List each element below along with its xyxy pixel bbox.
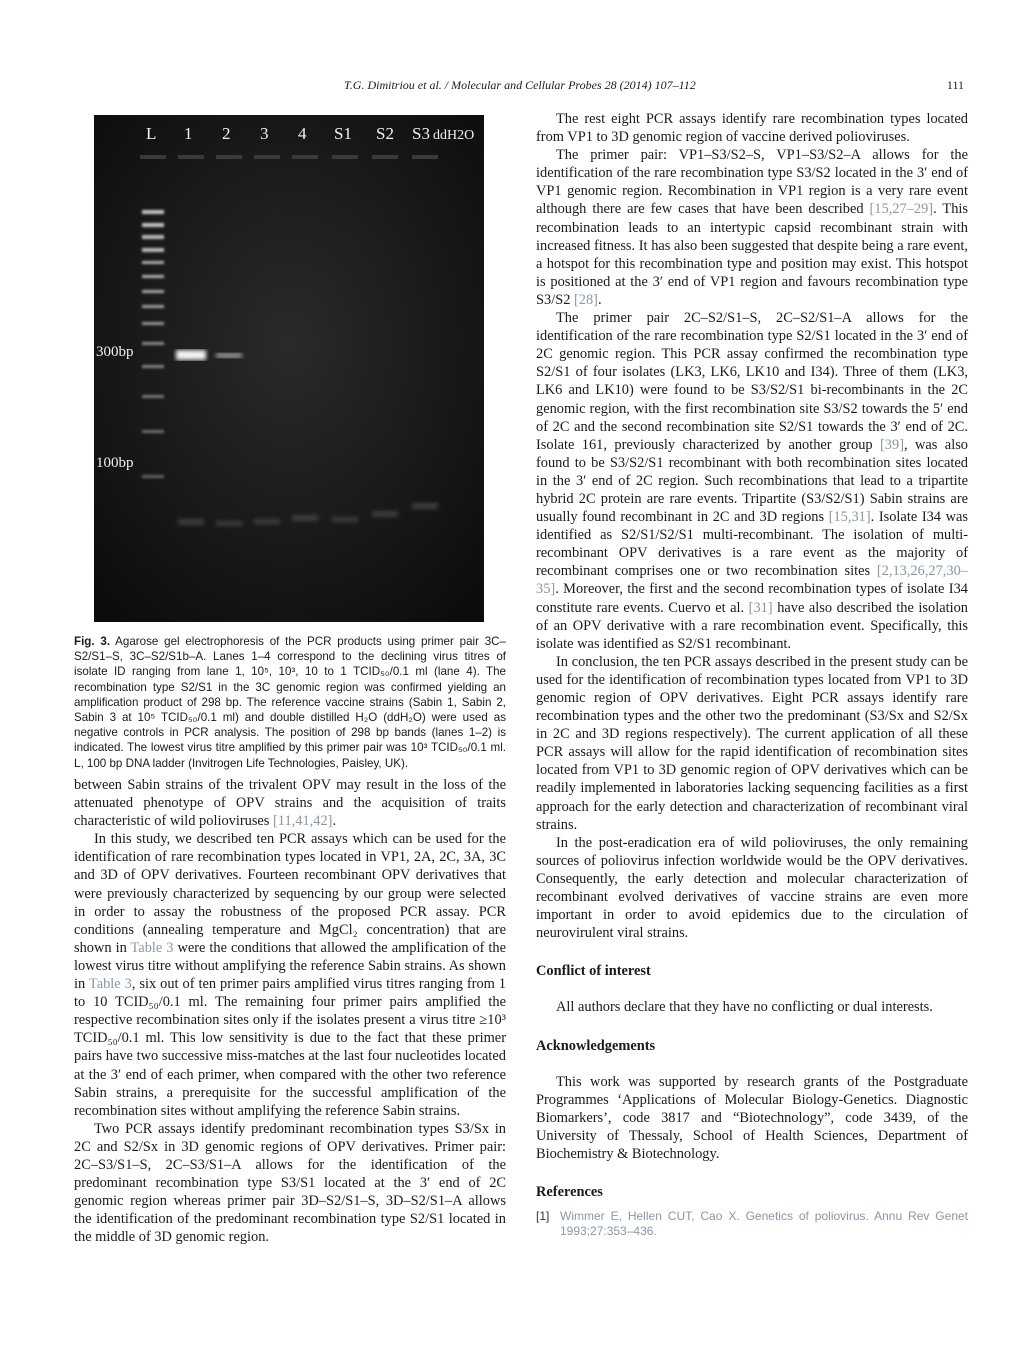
text-run: . Moreover, the first and the second recombination types of isolate I34 constitute rare events. Cuervo et al. — [536, 581, 968, 616]
text-run: were the conditions that allowed the amplification of the lowest virus titre without amplifying the reference Sabin strains. As shown in — [74, 939, 506, 993]
paragraph — [536, 309, 968, 653]
lane-label-S3: S3 — [412, 124, 430, 143]
running-title: T.G. Dimitriou et al. / Molecular and Cellular Probes 28 (2014) 107–112 — [344, 78, 696, 92]
marker-300bp: 300bp — [96, 344, 134, 360]
reference-item — [536, 1209, 968, 1239]
text-run: The primer pair: VP1–S3/S2–S, VP1–S3/S2–A allows for the identification of the rare recombination type S3/S2 located in the 3′ end of VP1 genomic region. Recombination in VP1 region is a very rare event although there are few cases that have been described — [536, 147, 968, 218]
paragraph: Two PCR assays identify predominant recombination types S3/Sx in 2C and S2/Sx in 3D genomic regions of OPV derivatives. Primer pair: 2C–S3/S1–S, 2C–S3/S1–A allows for the identification of the predominant recombination type S3/S1 located at the 3′ end of 2C genomic region whereas primer pair 3D–S2/S1–S, 3D–S2/S1–A allows the identification of the predominant recombination type S2/S1 located in the middle of 3D genomic region. — [74, 1120, 506, 1246]
text-run: . — [332, 813, 337, 830]
citation-link[interactable]: [15,27–29] — [869, 201, 934, 218]
text-run: between Sabin strains of the trivalent OPV may result in the loss of the attenuated phenotype of OPV strains and the acquisition of traits characteristic of wild polioviruses — [74, 777, 506, 830]
running-header — [74, 78, 964, 98]
citation-link[interactable]: [28] — [574, 291, 598, 308]
section-heading-references: References — [536, 1184, 603, 1201]
paragraph: In the post-eradication era of wild polioviruses, the only remaining sources of poliovirus infection worldwide would be the OPV derivatives. Consequently, the early detection and molecular characterization of recombinant evolved derivatives of vaccine strains are even more important in order to avoid epidemics due to the circulation of neurovirulent viral strains. — [536, 834, 968, 942]
text-run: In this study, we described ten PCR assays which can be used for the identification of rare recombination types located in VP1, 2A, 2C, 3A, 3C and 3D of OPV derivatives. Fourteen recombinant OPV derivatives that were previously characterized by sequencing by our group were selected in order to assay the robustness of the proposed PCR assay. PCR conditions (annealing temperature and MgCl₂ concentration) that are shown in — [74, 831, 506, 956]
lane-label-2: 2 — [222, 124, 231, 143]
figure-label: Fig. 3. — [74, 635, 111, 648]
left-column — [74, 776, 506, 1246]
lane-label-S2: S2 — [376, 124, 394, 143]
text-run: , six out of ten primer pairs amplified virus titres ranging from 1 to 10 TCID₅₀/0.1 ml. The remaining four primer pairs amplified the respective recombination sites only if the isolates present a virus titre ≥10³ TCID₅₀/0.1 ml. This low sensitivity is due to the fact that these primer pairs have two successive miss-matches at the last four nucleotides located at the 3′ end of each primer, when compared with the other two reference Sabin strains, a prerequisite for the successful amplification of the recombination sites without amplifying the reference Sabin strains. — [74, 976, 506, 1119]
gel-image — [94, 115, 484, 622]
lane-label-1: 1 — [184, 124, 193, 143]
band-lane-1 — [176, 350, 206, 360]
lane-label-L: L — [146, 124, 157, 143]
section-heading-acknowledgements: Acknowledgements — [536, 1037, 656, 1054]
lane-label-3: 3 — [260, 124, 269, 143]
text-run: . Isolate I34 was identified as S2/S1/S2/S1 multi-recombinant. The isolation of multi-recombinant OPV derivatives is a rare event as the majority of recombinant comprises one or two recombination sites — [536, 509, 968, 580]
reference-number: [1] — [536, 1209, 550, 1224]
table-link[interactable]: Table 3 — [88, 976, 132, 993]
text-run: , was also found to be S3/S2/S1 recombinant with both recombination sites located in the 3′ end of 2C region. Such recombinations that lead to a tripartite hybrid 2C protein are rare events. Tripartite (S3/S2/S1) Sabin strains are usually found recombinant in 2C and 3D regions — [536, 436, 968, 526]
page-number: 111 — [946, 78, 964, 92]
marker-100bp: 100bp — [96, 455, 134, 471]
citation-link[interactable]: [15,31] — [828, 509, 871, 526]
text-run: The primer pair 2C–S2/S1–S, 2C–S2/S1–A allows for the identification of the rare recombination type S2/S1 located in the 3′ end of 2C genomic region. This PCR assay confirmed the recombination type S2/S1 of four isolates (LK3, LK6, LK10 and I34). Three of them (LK3, LK6 and LK10) were found to be S3/S2/S1 bi-recombinants in the 2C genomic region, with the first recombination site S3/S2 towards the 5′ end of 2C and the second recombination site S2/S1 towards the 3′ end of 2C. Isolate 161, previously characterized by another group — [536, 310, 968, 453]
figure-caption — [74, 634, 506, 771]
citation-link[interactable]: [39] — [880, 436, 904, 453]
paragraph: The rest eight PCR assays identify rare recombination types located from VP1 to 3D genomic region of vaccine derived polioviruses. — [536, 111, 968, 146]
paragraph — [74, 776, 506, 830]
paragraph: In conclusion, the ten PCR assays described in the present study can be used for the identification of recombination types located from VP1 to 3D genomic region of OPV derivatives. Eight PCR assays identify rare recombination types and the other two the predominant (S3/Sx and S2/Sx in 2C and 3D regions respectively). The current application of all these PCR assays will allow for the rapid identification of recombination sites located from VP1 to 3D genomic region of OPV derivatives which can be readily implemented in laboratories lacking sequencing facilities as a first approach for the early detection and characterization of recombinant viral strains. — [536, 653, 968, 833]
lane-label-S1: S1 — [334, 124, 352, 143]
paragraph: This work was supported by research grants of the Postgraduate Programmes ‘Applications of Molecular Biology-Genetics. Diagnostic Biomarkers’, code 3817 and “Biotechnology”, code 3439, of the University of Thessaly, School of Health Sciences, Department of Biochemistry & Biotechnology. — [536, 1073, 968, 1162]
text-run: have also described the isolation of an OPV derivative with a rare recombination event. Specifically, this isolate was identified as S2/S1 recombinant. — [536, 599, 968, 652]
citation-link[interactable]: [11,41,42] — [273, 813, 333, 830]
lane-label-4: 4 — [298, 124, 307, 143]
lane-label-ddH2O: ddH2O — [433, 128, 475, 143]
citation-link[interactable]: [31] — [748, 599, 773, 616]
section-heading-conflict: Conflict of interest — [536, 963, 651, 980]
figure-caption-text: Agarose gel electrophoresis of the PCR products using primer pair 3C–S2/S1–S, 3C–S2/S1b–A. Lanes 1–4 correspond to the declining virus titres of isolate ID ranging from lane 1, 10⁵, 10³, 10 to 1 TCID₅₀/0.1 ml (lane 4). The recombination type S2/S1 in the 3C genomic region was confirmed yielding an amplification product of 298 bp. The reference vaccine strains (Sabin 1, Sabin 2, Sabin 3 at 10⁵ TCID₅₀/0.1 ml) and double distilled H₂O (ddH₂O) were used as negative controls in PCR analysis. The position of 298 bp bands (lanes 1–2) is indicated. The lowest virus titre amplified by this primer pair was 10³ TCID₅₀/0.1 ml. L, 100 bp DNA ladder (Invitrogen Life Technologies, Paisley, UK). — [74, 635, 506, 770]
text-run: . — [597, 291, 602, 308]
text-run: . This recombination leads to an intertypic capsid recombinant strain with increased fitness. It has also been suggested that despite being a rare event, a hotspot for this recombination type and position may exist. This hotspot is positioned at the 3′ end of VP1 region and favours recombination type S3/S2 — [536, 201, 968, 308]
reference-link[interactable]: Wimmer E, Hellen CUT, Cao X. Genetics of poliovirus. Annu Rev Genet 1993;27:353–436. — [560, 1209, 968, 1239]
paragraph — [74, 830, 506, 1120]
paragraph — [536, 146, 968, 309]
right-column — [536, 110, 968, 1239]
band-lane-2 — [216, 353, 242, 358]
citation-link[interactable]: [2,13,26,27,30–35] — [536, 563, 968, 598]
table-link[interactable]: Table 3 — [130, 939, 174, 956]
paragraph: All authors declare that they have no conflicting or dual interests. — [556, 999, 933, 1016]
